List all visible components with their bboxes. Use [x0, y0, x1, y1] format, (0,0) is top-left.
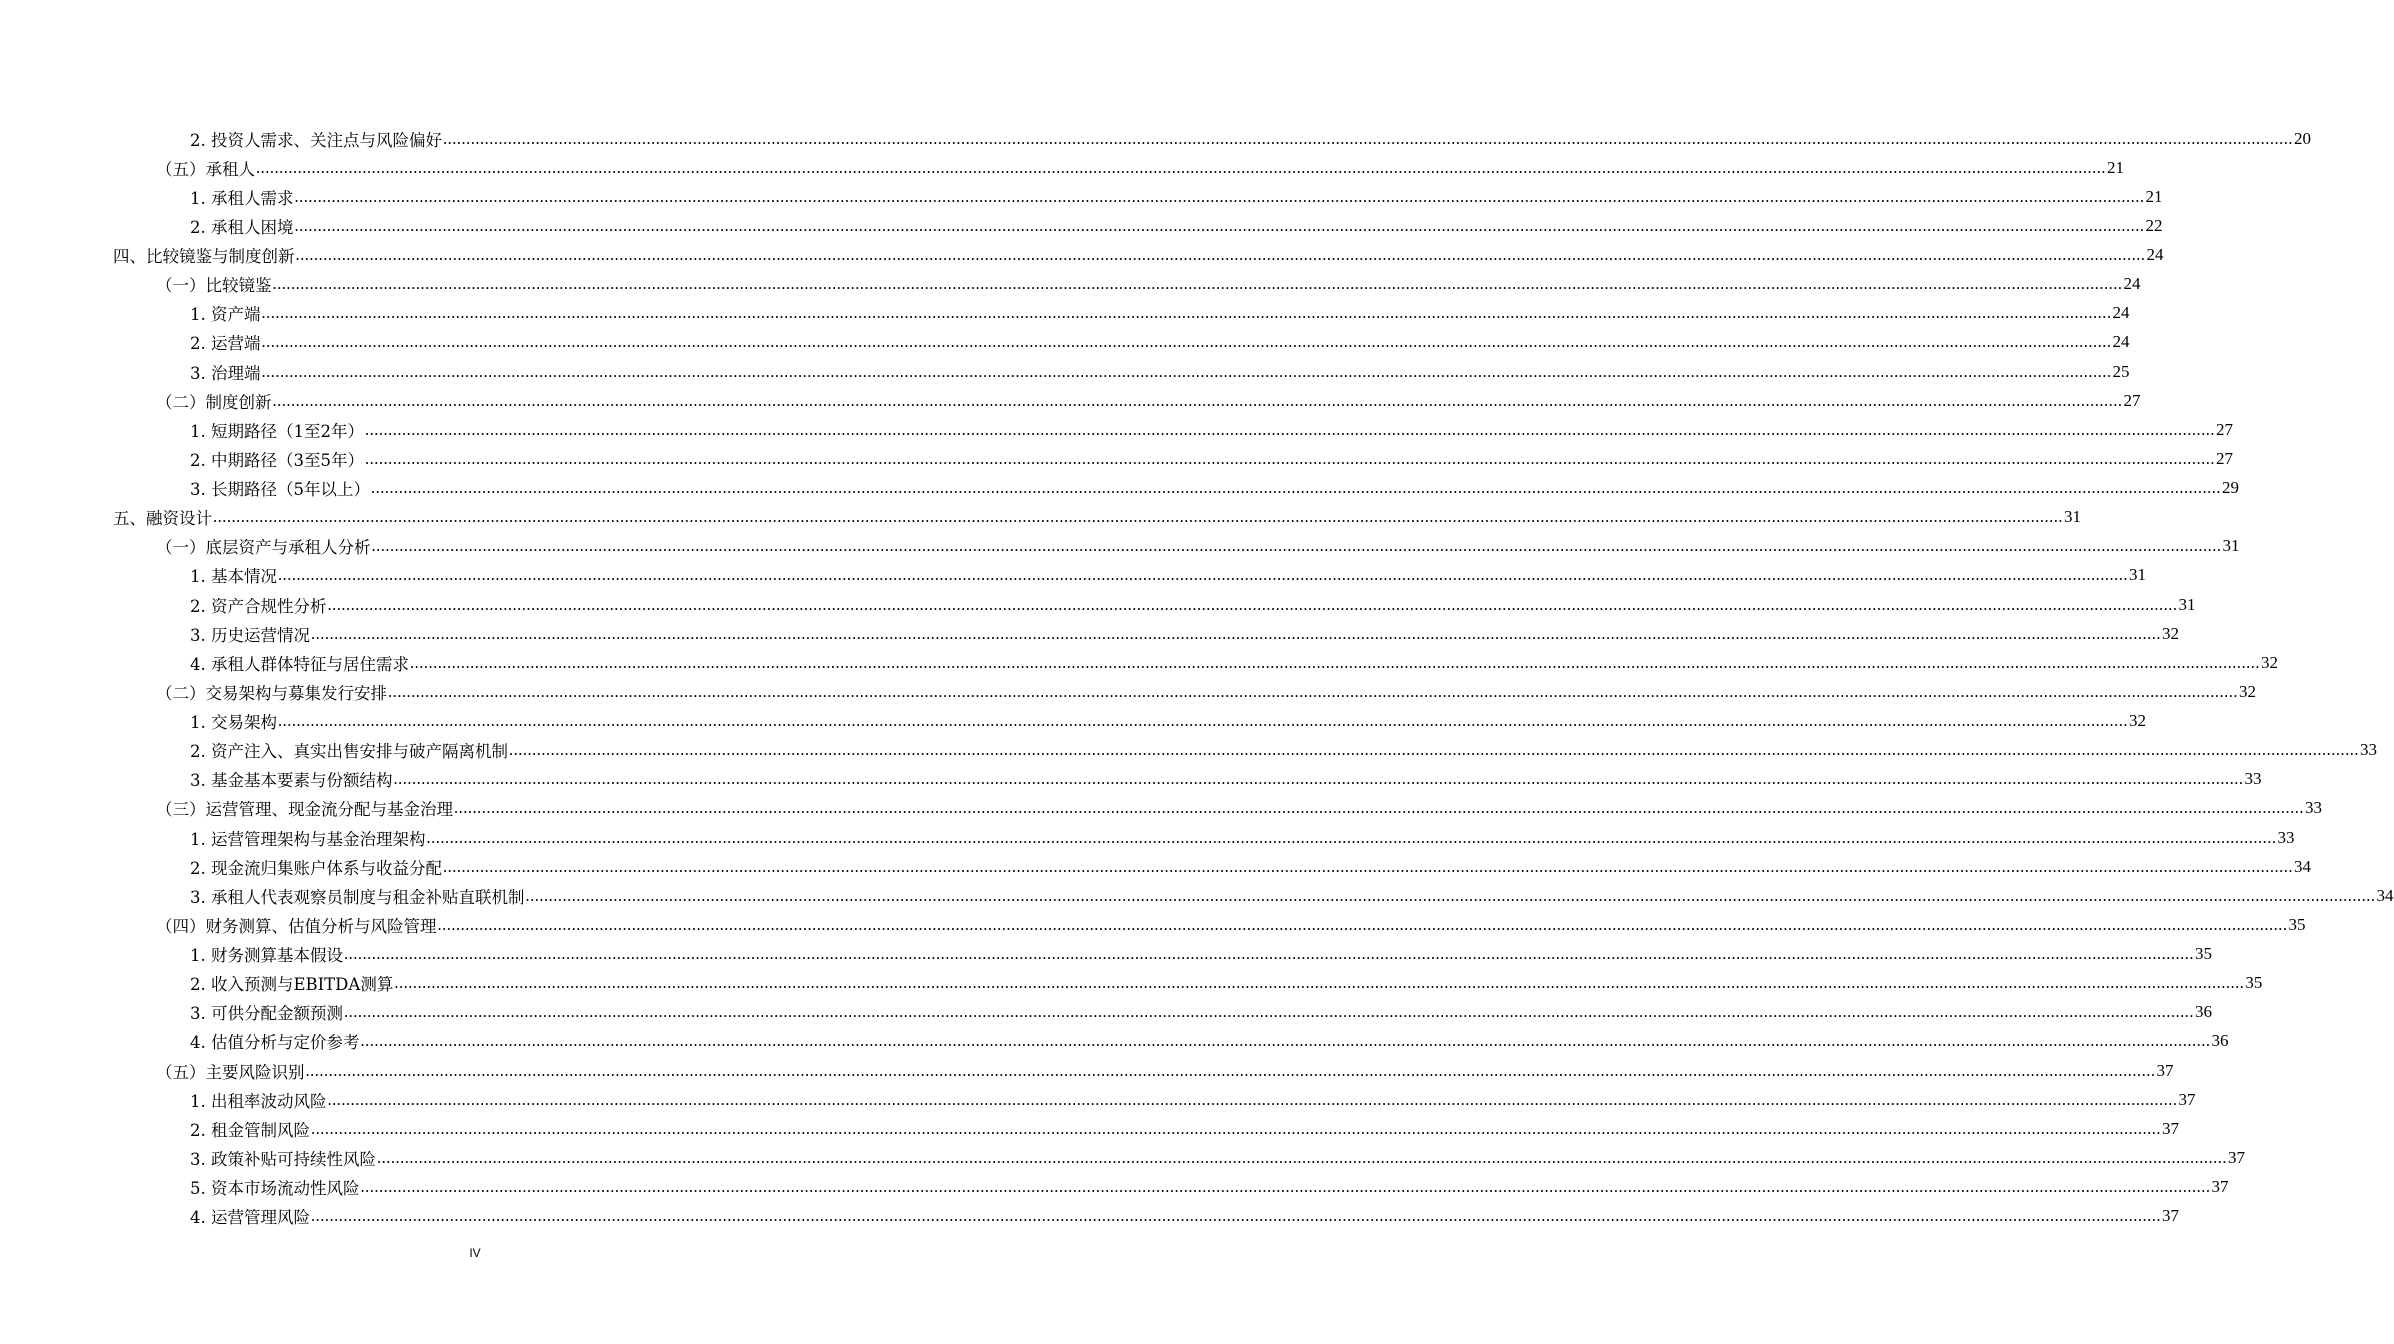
toc-entry[interactable]: [0, 444, 2233, 473]
toc-entry-page: 21: [2145, 186, 2163, 206]
toc-entry-page: 37: [2162, 1206, 2179, 1226]
toc-entry[interactable]: [0, 852, 2311, 881]
toc-entry-page: 27: [2123, 390, 2141, 410]
toc-entry-title: （二）交易架构与募集发行安排: [156, 683, 387, 703]
toc-entry[interactable]: [0, 707, 2146, 736]
toc-dot-leader: ................................................................................................................................................................................................................................................................................................................................................................................................................: [294, 215, 2145, 235]
toc-dot-leader: ................................................................................................................................................................................................................................................................................................................................................................................................................: [410, 652, 2260, 672]
toc-dot-leader: ................................................................................................................................................................................................................................................................................................................................................................................................................: [454, 798, 2304, 818]
toc-dot-leader: ................................................................................................................................................................................................................................................................................................................................................................................................................: [509, 740, 2359, 760]
toc-entry-title: 2. 现金流归集账户体系与收益分配: [190, 858, 442, 878]
toc-entry-title: 五、融资设计: [113, 509, 212, 529]
toc-entry-page: 21: [2107, 157, 2124, 177]
toc-entry-title: 1. 资产端: [190, 305, 261, 325]
page-number: IV: [469, 1246, 481, 1260]
toc-entry-page: 37: [2228, 1147, 2245, 1167]
toc-entry-page: 34: [2294, 856, 2311, 876]
toc-entry[interactable]: [0, 211, 2163, 240]
toc-entry[interactable]: [0, 299, 2130, 328]
toc-entry-page: 25: [2112, 361, 2130, 381]
table-of-contents: [0, 124, 2394, 1231]
toc-dot-leader: ................................................................................................................................................................................................................................................................................................................................................................................................................: [311, 1118, 2161, 1138]
toc-entry[interactable]: [0, 415, 2233, 444]
toc-dot-leader: ................................................................................................................................................................................................................................................................................................................................................................................................................: [327, 1089, 2178, 1109]
toc-entry-title: 2. 租金管制风险: [190, 1120, 310, 1140]
toc-entry[interactable]: [0, 823, 2295, 852]
toc-entry-page: 24: [2112, 332, 2130, 352]
toc-entry-page: 37: [2211, 1177, 2229, 1197]
toc-entry-page: 37: [2156, 1060, 2174, 1080]
toc-entry-title: 3. 可供分配金额预测: [190, 1004, 343, 1024]
toc-entry-page: 31: [2129, 565, 2146, 585]
toc-entry[interactable]: [0, 1114, 2179, 1143]
toc-entry-title: （一）比较镜鉴: [156, 276, 272, 296]
toc-dot-leader: ................................................................................................................................................................................................................................................................................................................................................................................................................: [311, 623, 2161, 643]
toc-dot-leader: ................................................................................................................................................................................................................................................................................................................................................................................................................: [377, 1147, 2227, 1167]
toc-dot-leader: ................................................................................................................................................................................................................................................................................................................................................................................................................: [311, 1206, 2161, 1226]
toc-entry-title: （三）运营管理、现金流分配与基金治理: [156, 800, 453, 820]
toc-entry[interactable]: [0, 736, 2377, 765]
toc-entry-page: 35: [2288, 914, 2306, 934]
toc-entry-title: 1. 运营管理架构与基金治理架构: [190, 829, 426, 849]
toc-entry[interactable]: [0, 910, 2306, 939]
toc-entry-page: 31: [2064, 507, 2081, 527]
toc-entry[interactable]: [0, 1173, 2229, 1202]
toc-entry[interactable]: [0, 474, 2239, 503]
toc-entry-page: 37: [2162, 1118, 2179, 1138]
toc-entry-title: 2. 投资人需求、关注点与风险偏好: [190, 130, 442, 150]
toc-entry-page: 20: [2294, 128, 2311, 148]
toc-entry-title: 4. 运营管理风险: [190, 1208, 310, 1228]
toc-dot-leader: ................................................................................................................................................................................................................................................................................................................................................................................................................: [426, 827, 2277, 847]
toc-entry-title: 2. 中期路径（3至5年）: [190, 450, 364, 470]
toc-entry[interactable]: [0, 532, 2240, 561]
toc-entry[interactable]: [0, 386, 2141, 415]
toc-entry-page: 35: [2245, 973, 2263, 993]
toc-entry[interactable]: [0, 153, 2124, 182]
toc-entry[interactable]: [0, 561, 2146, 590]
toc-entry-page: 32: [2239, 681, 2256, 701]
toc-entry-title: 3. 基金基本要素与份额结构: [190, 771, 393, 791]
toc-entry-title: 2. 承租人困境: [190, 217, 294, 237]
toc-entry-page: 33: [2360, 740, 2377, 760]
toc-entry-page: 31: [2222, 536, 2240, 556]
toc-entry-title: 四、比较镜鉴与制度创新: [113, 247, 295, 267]
toc-entry[interactable]: [0, 124, 2311, 153]
toc-dot-leader: ................................................................................................................................................................................................................................................................................................................................................................................................................: [393, 769, 2244, 789]
toc-entry[interactable]: [0, 619, 2179, 648]
toc-entry-title: 1. 交易架构: [190, 713, 277, 733]
toc-entry-title: 3. 政策补贴可持续性风险: [190, 1149, 376, 1169]
toc-dot-leader: ................................................................................................................................................................................................................................................................................................................................................................................................................: [371, 478, 2221, 498]
toc-dot-leader: ................................................................................................................................................................................................................................................................................................................................................................................................................: [344, 1002, 2194, 1022]
toc-dot-leader: ................................................................................................................................................................................................................................................................................................................................................................................................................: [278, 565, 2128, 585]
toc-entry-title: （五）承租人: [156, 159, 255, 179]
toc-dot-leader: ................................................................................................................................................................................................................................................................................................................................................................................................................: [388, 681, 2238, 701]
toc-dot-leader: ................................................................................................................................................................................................................................................................................................................................................................................................................: [525, 885, 2376, 905]
toc-entry-title: 4. 估值分析与定价参考: [190, 1033, 360, 1053]
toc-entry[interactable]: [0, 969, 2263, 998]
toc-entry[interactable]: [0, 328, 2130, 357]
toc-entry-title: 1. 财务测算基本假设: [190, 946, 343, 966]
toc-entry-title: 2. 收入预测与EBITDA测算: [190, 975, 394, 995]
toc-dot-leader: ................................................................................................................................................................................................................................................................................................................................................................................................................: [295, 245, 2146, 265]
toc-entry[interactable]: [0, 1027, 2229, 1056]
toc-entry[interactable]: [0, 1056, 2174, 1085]
toc-entry[interactable]: [0, 270, 2141, 299]
toc-entry[interactable]: [0, 765, 2262, 794]
toc-entry-page: 36: [2195, 1002, 2212, 1022]
toc-entry-page: 27: [2215, 448, 2233, 468]
toc-entry-title: 3. 承租人代表观察员制度与租金补贴直联机制: [190, 887, 525, 907]
toc-entry[interactable]: [0, 677, 2256, 706]
toc-entry-page: 24: [2123, 274, 2141, 294]
toc-entry-page: 33: [2277, 827, 2295, 847]
toc-entry-title: 4. 承租人群体特征与居住需求: [190, 654, 409, 674]
toc-dot-leader: ................................................................................................................................................................................................................................................................................................................................................................................................................: [371, 536, 2222, 556]
toc-dot-leader: ................................................................................................................................................................................................................................................................................................................................................................................................................: [213, 507, 2063, 527]
toc-entry-page: 27: [2215, 419, 2233, 439]
toc-entry-title: 1. 基本情况: [190, 567, 277, 587]
toc-dot-leader: ................................................................................................................................................................................................................................................................................................................................................................................................................: [364, 419, 2215, 439]
toc-entry[interactable]: [0, 648, 2278, 677]
toc-dot-leader: ................................................................................................................................................................................................................................................................................................................................................................................................................: [443, 128, 2293, 148]
toc-entry-page: 34: [2376, 885, 2394, 905]
toc-entry-page: 33: [2305, 798, 2322, 818]
toc-entry[interactable]: [0, 1085, 2196, 1114]
toc-dot-leader: ................................................................................................................................................................................................................................................................................................................................................................................................................: [278, 711, 2128, 731]
toc-entry-title: 2. 运营端: [190, 334, 261, 354]
toc-entry[interactable]: [0, 503, 2081, 532]
toc-entry-page: 32: [2129, 711, 2146, 731]
toc-dot-leader: ................................................................................................................................................................................................................................................................................................................................................................................................................: [261, 332, 2112, 352]
toc-entry-title: （四）财务测算、估值分析与风险管理: [156, 916, 437, 936]
toc-entry-title: 3. 治理端: [190, 363, 261, 383]
toc-dot-leader: ................................................................................................................................................................................................................................................................................................................................................................................................................: [344, 944, 2194, 964]
toc-entry-page: 33: [2244, 769, 2262, 789]
toc-entry-title: 1. 出租率波动风险: [190, 1091, 327, 1111]
toc-entry-title: 2. 资产注入、真实出售安排与破产隔离机制: [190, 742, 508, 762]
toc-entry-page: 36: [2211, 1031, 2229, 1051]
toc-dot-leader: ................................................................................................................................................................................................................................................................................................................................................................................................................: [394, 973, 2245, 993]
toc-entry-title: 2. 资产合规性分析: [190, 596, 327, 616]
toc-entry-page: 32: [2261, 652, 2278, 672]
toc-entry[interactable]: [0, 357, 2130, 386]
toc-entry-title: 1. 短期路径（1至2年）: [190, 421, 364, 441]
toc-dot-leader: ................................................................................................................................................................................................................................................................................................................................................................................................................: [360, 1177, 2211, 1197]
toc-entry-title: （二）制度创新: [156, 392, 272, 412]
toc-entry-page: 29: [2222, 478, 2239, 498]
toc-dot-leader: ................................................................................................................................................................................................................................................................................................................................................................................................................: [327, 594, 2178, 614]
toc-entry-title: （五）主要风险识别: [156, 1062, 305, 1082]
toc-entry[interactable]: [0, 1202, 2179, 1231]
toc-entry[interactable]: [0, 998, 2212, 1027]
toc-entry-page: 22: [2145, 215, 2163, 235]
toc-entry[interactable]: [0, 1143, 2245, 1172]
toc-dot-leader: ................................................................................................................................................................................................................................................................................................................................................................................................................: [360, 1031, 2211, 1051]
toc-entry-page: 31: [2178, 594, 2196, 614]
toc-dot-leader: ................................................................................................................................................................................................................................................................................................................................................................................................................: [443, 856, 2293, 876]
toc-entry-page: 35: [2195, 944, 2212, 964]
toc-dot-leader: ................................................................................................................................................................................................................................................................................................................................................................................................................: [261, 303, 2112, 323]
toc-dot-leader: ................................................................................................................................................................................................................................................................................................................................................................................................................: [305, 1060, 2156, 1080]
toc-entry[interactable]: [0, 182, 2163, 211]
toc-entry-title: 3. 长期路径（5年以上）: [190, 480, 370, 500]
toc-entry[interactable]: [0, 241, 2164, 270]
toc-entry-title: （一）底层资产与承租人分析: [156, 538, 371, 558]
toc-entry-title: 3. 历史运营情况: [190, 625, 310, 645]
toc-entry-page: 24: [2112, 303, 2130, 323]
toc-dot-leader: ................................................................................................................................................................................................................................................................................................................................................................................................................: [294, 186, 2145, 206]
toc-dot-leader: ................................................................................................................................................................................................................................................................................................................................................................................................................: [364, 448, 2215, 468]
toc-dot-leader: ................................................................................................................................................................................................................................................................................................................................................................................................................: [261, 361, 2112, 381]
toc-entry-page: 24: [2146, 245, 2164, 265]
toc-entry-page: 32: [2162, 623, 2179, 643]
toc-dot-leader: ................................................................................................................................................................................................................................................................................................................................................................................................................: [256, 157, 2106, 177]
toc-entry[interactable]: [0, 794, 2322, 823]
toc-entry-title: 1. 承租人需求: [190, 188, 294, 208]
toc-dot-leader: ................................................................................................................................................................................................................................................................................................................................................................................................................: [272, 390, 2123, 410]
toc-entry[interactable]: [0, 881, 2394, 910]
toc-dot-leader: ................................................................................................................................................................................................................................................................................................................................................................................................................: [437, 914, 2288, 934]
toc-entry-title: 5. 资本市场流动性风险: [190, 1179, 360, 1199]
toc-entry-page: 37: [2178, 1089, 2196, 1109]
toc-entry[interactable]: [0, 940, 2212, 969]
toc-entry[interactable]: [0, 590, 2196, 619]
toc-dot-leader: ................................................................................................................................................................................................................................................................................................................................................................................................................: [272, 274, 2123, 294]
